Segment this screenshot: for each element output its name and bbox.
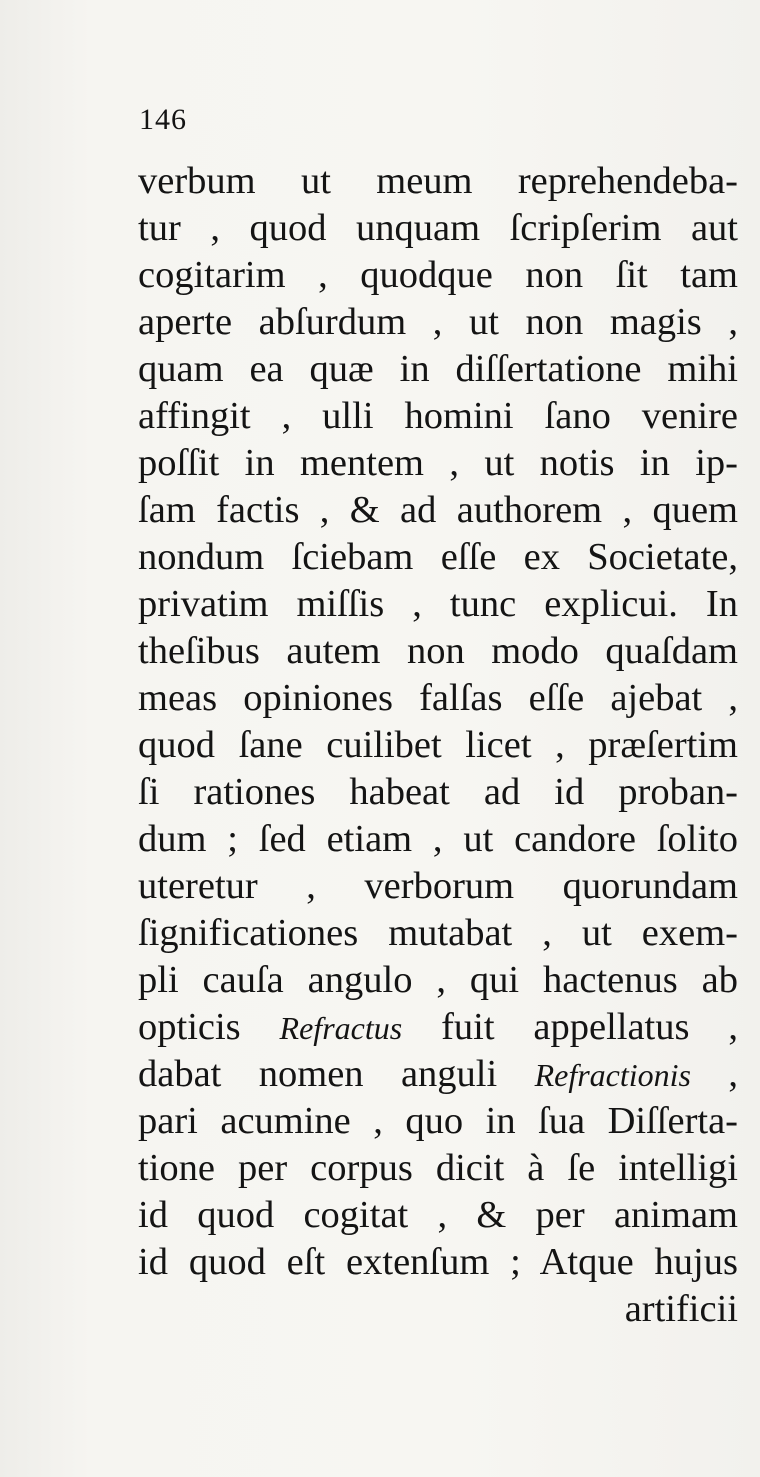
text-line: ſam factis , & ad authorem , quem	[138, 489, 738, 531]
italic-term: Refractus	[279, 1010, 403, 1046]
italic-term: Refractionis	[534, 1057, 691, 1093]
text-line: privatim miſſis , tunc explicui. In	[138, 583, 738, 625]
text-line: ſi rationes habeat ad id proban-	[138, 771, 738, 813]
text-line: tione per corpus dicit à ſe intelligi	[138, 1147, 738, 1189]
text-line: pari acumine , quo in ſua Diſſerta-	[138, 1100, 738, 1142]
text-line: id quod cogitat , & per animam	[138, 1194, 738, 1236]
catchword: artificii	[624, 1288, 738, 1330]
text-line: pli cauſa angulo , qui hactenus ab	[138, 959, 738, 1001]
text-line: dum ; ſed etiam , ut candore ſolito	[138, 818, 738, 860]
text-line: id quod eſt extenſum ; Atque hujus	[138, 1241, 738, 1283]
page-number: 146	[139, 103, 187, 136]
text-line: affingit , ulli homini ſano venire	[138, 395, 738, 437]
text-line: aperte abſurdum , ut non magis ,	[138, 301, 738, 343]
text-line: theſibus autem non modo quaſdam	[138, 630, 738, 672]
text-line-with-italic: dabat nomen anguli Refractionis ,	[138, 1053, 738, 1095]
text-line: verbum ut meum reprehendeba-	[138, 160, 738, 202]
text-line: quam ea quæ in diſſertatione mihi	[138, 348, 738, 390]
text-line: nondum ſciebam eſſe ex Societate,	[138, 536, 738, 578]
text-line: ſignificationes mutabat , ut exem-	[138, 912, 738, 954]
text-line: cogitarim , quodque non ſit tam	[138, 254, 738, 296]
body-text	[138, 158, 738, 1333]
text-line-with-italic: opticis Refractus fuit appellatus ,	[138, 1006, 738, 1048]
text-line: tur , quod unquam ſcripſerim aut	[138, 207, 738, 249]
text-line: quod ſane cuilibet licet , præſertim	[138, 724, 738, 766]
text-line: poſſit in mentem , ut notis in ip-	[138, 442, 738, 484]
text-line: uteretur , verborum quorundam	[138, 865, 738, 907]
text-line: meas opiniones falſas eſſe ajebat ,	[138, 677, 738, 719]
